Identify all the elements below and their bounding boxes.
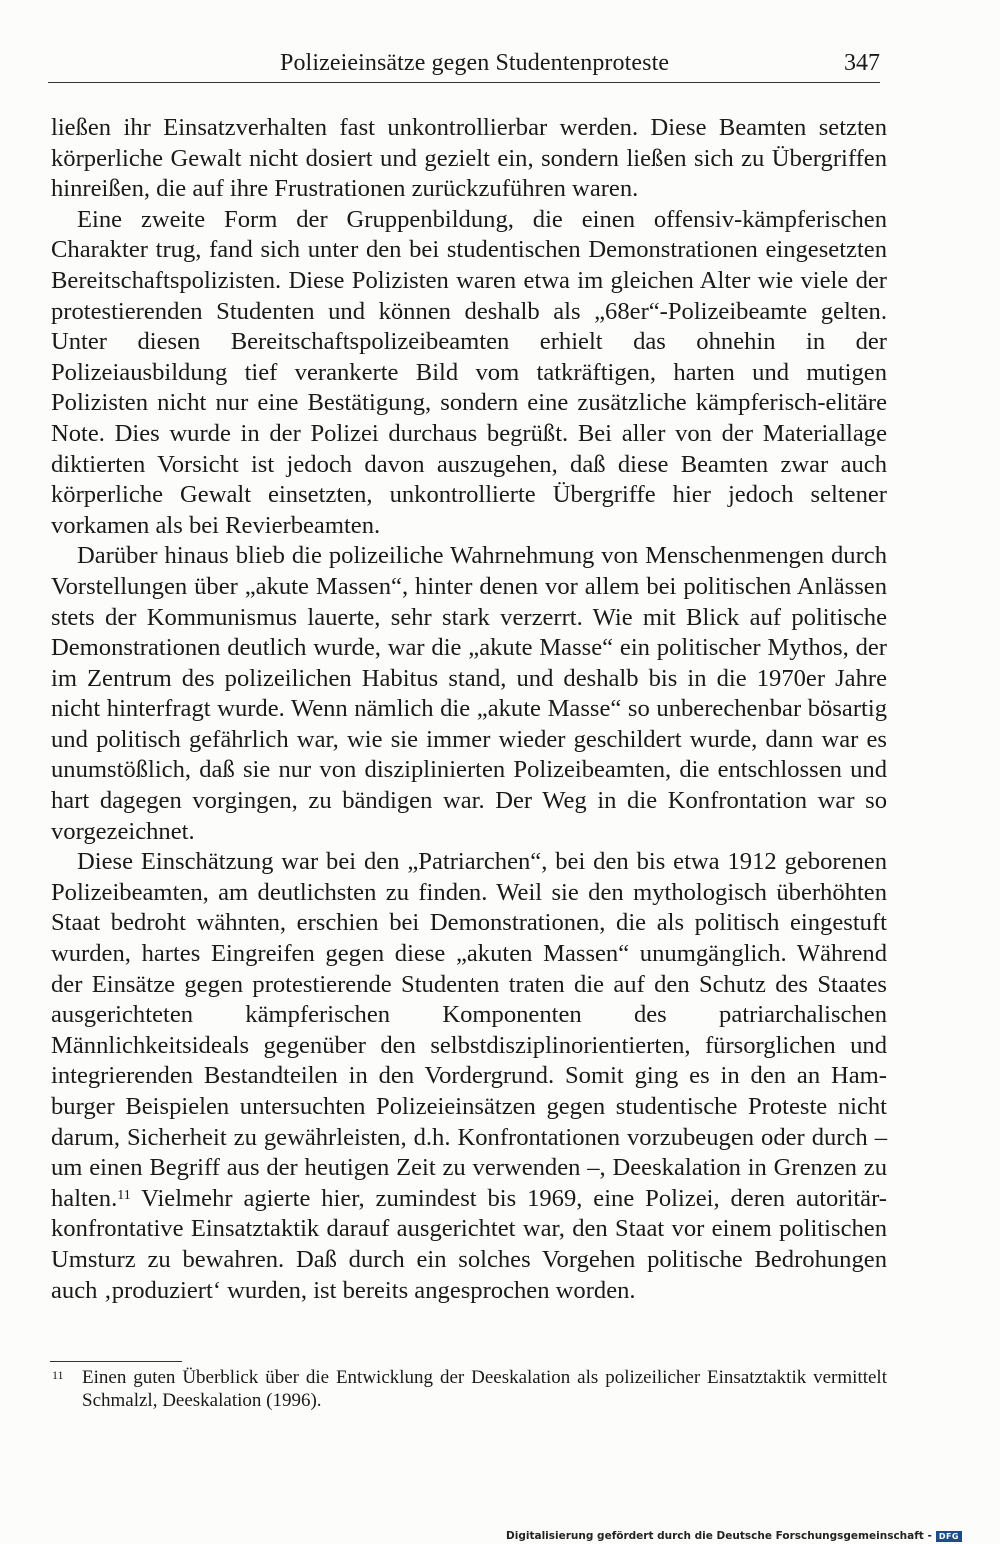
paragraph-1: ließen ihr Einsatzverhalten fast unkontrollierbar werden. Diese Beamten setzten körperliche Gewalt nicht dosiert und gezielt ein, sondern ließen sich zu Übergriffen hinreißen, die auf ihre Frustrationen zurückzuführen waren. [51,114,887,203]
paragraph-2: Eine zweite Form der Gruppenbildung, die einen offensiv-kämpferischen Charakter trug, fand sich unter den bei studentischen Demonstrationen eingesetzten Bereitschaftspolizisten. Diese Polizisten waren etwa im gleichen Alter wie viele der protestierenden Studenten und können deshalb als „68er“-Polizeibeamte gelten. Unter diesen Bereitschaftspolizeibeamten erhielt das ohnehin in der Polizeiausbildung tief verankerte Bild vom tatkräftigen, harten und mutigen Polizisten nicht nur eine Bestätigung, sondern eine zusätzliche kämpferisch-elitäre Note. Dies wurde in der Polizei durchaus begrüßt. Bei aller von der Materiallage diktierten Vorsicht ist jedoch davon auszugehen, daß diese Beamten zwar auch körperliche Gewalt einsetzten, unkontrollierte Übergriffe hier jedoch seltener vorkamen als bei Revierbeamten. [51,205,887,539]
footnote-reference[interactable]: 11 [117,1187,131,1203]
paragraph-3: Darüber hinaus blieb die polizeiliche Wahrnehmung von Menschenmengen durch Vorstellungen über „akute Massen“, hinter denen vor allem bei politischen Anlässen stets der Kommunismus lauerte, sehr stark verzerrt. Wie mit Blick auf politische Demonstrationen deutlich wurde, war die „akute Masse“ ein politischer Mythos, der im Zentrum des polizeilichen Habitus stand, und deshalb bis in die 1970er Jahre nicht hinterfragt wurde. Wenn nämlich die „akute Masse“ so unberechenbar bösartig und politisch gefährlich war, wie sie immer wieder geschildert wurde, dann war es unumstößlich, daß sie nur von disziplinierten Polizeibeamten, die entschlossen und hart dagegen vorgingen, zu bändigen war. Der Weg in die Konfrontation war so vorgezeichnet. [51,542,887,845]
paragraph-4-part-1: Diese Einschätzung war bei den „Patriarchen“, bei den bis etwa 1912 geborenen Polizeibeamten, am deutlichsten zu finden. Weil sie den mythologisch überhöhten Staat bedroht wähnten, erschien bei Demonstrationen, die als politisch eingestuft wurden, hartes Eingreifen gegen diese „akuten Massen“ unumgänglich. Während der Einsätze gegen protestierende Studenten traten die auf den Schutz des Staates ausgerichteten kämpferischen Komponenten des patriarchalischen Männlichkeitsideals gegenüber den selbstdisziplinorientierten, fürsorglichen und integrierenden Bestandteilen in den Vordergrund. Somit ging es in den an Hamburger Beispielen untersuchten Polizeieinsätzen gegen studentische Proteste nicht darum, Sicherheit zu gewährleisten, d.h. Konfrontationen vorzubeugen oder durch – um einen Begriff aus der heutigen Zeit zu verwenden –, Deeskalation in Grenzen zu halten. [51,848,887,1212]
footnote-divider [50,1361,182,1362]
body-text [51,113,887,1306]
digitization-credit [506,1530,962,1542]
footnote-number: 11 [52,1368,64,1382]
paragraph-4 [51,847,887,1306]
running-head [48,48,880,83]
paragraph-4-part-2: Vielmehr agierte hier, zumindest bis 1969, eine Polizei, deren autoritär-konfrontative Einsatztaktik darauf ausgerichtet war, den Staat vor einem politischen Umsturz zu bewahren. Daß durch ein solches Vorgehen politische Bedrohungen auch ‚produziert‘ wurden, ist bereits angesprochen worden. [51,1184,887,1304]
dfg-logo-icon: DFG [936,1531,962,1542]
running-title: Polizeieinsätze gegen Studentenproteste [280,50,670,76]
page-number: 347 [844,50,880,76]
credit-text: Digitalisierung gefördert durch die Deutsche Forschungsgemeinschaft - [506,1530,932,1542]
footnote [52,1366,887,1412]
footnote-text: Einen guten Überblick über die Entwicklung der Deeskalation als polizeilicher Einsatztaktik vermittelt Schmalzl, Deeskalation (1996). [82,1367,887,1411]
